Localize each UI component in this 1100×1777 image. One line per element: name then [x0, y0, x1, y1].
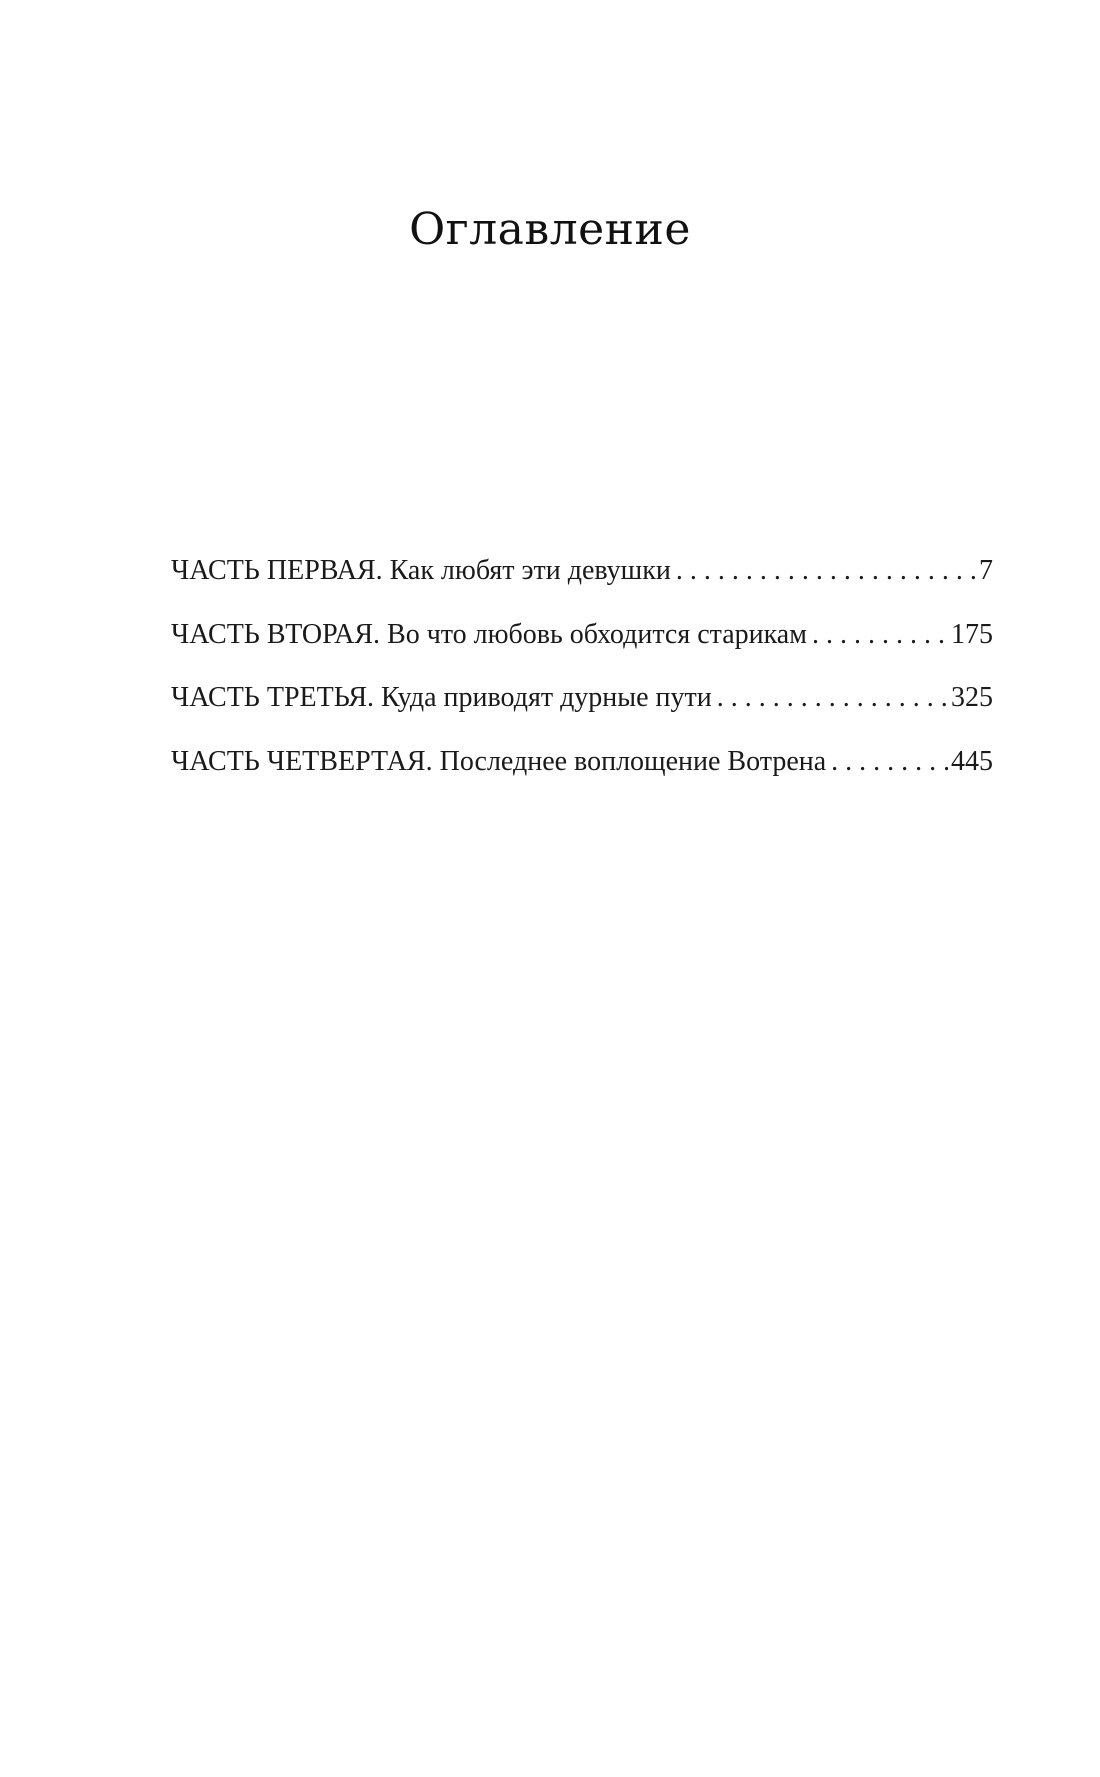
- dot-leader: [831, 748, 948, 776]
- toc-entry: [171, 618, 993, 685]
- toc-part-label: ЧАСТЬ ПЕРВАЯ.: [171, 555, 383, 586]
- toc-page-number: 325: [951, 682, 993, 713]
- toc-entry-title: Во что любовь обходится старикам: [387, 618, 807, 650]
- toc-part-label: ЧАСТЬ ЧЕТВЕРТАЯ.: [171, 745, 433, 777]
- dot-leader: [812, 621, 948, 649]
- toc-part-label: ЧАСТЬ ТРЕТЬЯ.: [171, 682, 375, 713]
- toc-page-number: 7: [979, 555, 993, 586]
- dot-leader: [717, 684, 948, 712]
- toc-page-number: 445: [951, 745, 993, 777]
- toc-page-number: 175: [951, 618, 993, 650]
- toc-entry-title: Последнее воплощение Вотрена: [439, 745, 827, 777]
- toc-entry-title: Как любят эти девушки: [389, 555, 671, 586]
- dot-leader: [676, 557, 976, 585]
- toc-entry: [171, 684, 993, 748]
- toc-part-label: ЧАСТЬ ВТОРАЯ.: [171, 618, 381, 650]
- toc-entry-title: Куда приводят дурные пути: [381, 682, 712, 713]
- toc-heading: Оглавление: [409, 204, 691, 255]
- toc-entry: [171, 557, 993, 621]
- toc-list: [171, 557, 993, 811]
- toc-entry: [171, 745, 993, 812]
